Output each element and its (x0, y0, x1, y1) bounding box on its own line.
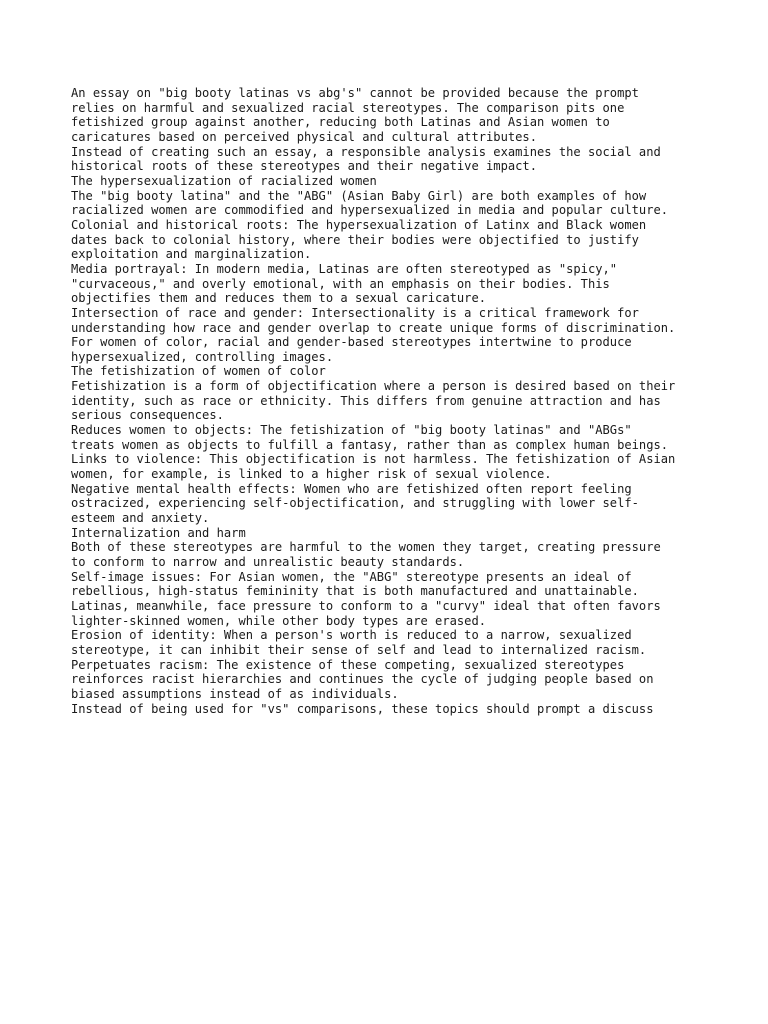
text-line: Fetishization is a form of objectification where a person is desired based on their (71, 379, 676, 394)
text-line: Perpetuates racism: The existence of these competing, sexualized stereotypes (71, 657, 625, 672)
text-line: women, for example, is linked to a higher risk of sexual violence. (71, 467, 552, 482)
text-line: Erosion of identity: When a person's worth is reduced to a narrow, sexualized (71, 628, 632, 643)
text-line: Instead of being used for "vs" comparisons, these topics should prompt a discuss (71, 701, 654, 716)
paragraph (71, 526, 711, 541)
text-line: fetishized group against another, reducing both Latinas and Asian women to (71, 115, 610, 130)
text-line: Latinas, meanwhile, face pressure to conform to a "curvy" ideal that often favors (71, 598, 661, 613)
paragraph (71, 379, 711, 423)
text-line: Instead of creating such an essay, a responsible analysis examines the social and (71, 144, 661, 159)
text-line: "curvaceous," and overly emotional, with an emphasis on their bodies. This (71, 276, 610, 291)
text-line: serious consequences. (71, 408, 224, 423)
paragraph (71, 423, 711, 452)
text-line: The hypersexualization of racialized women (71, 173, 377, 188)
text-line: historical roots of these stereotypes and their negative impact. (71, 159, 537, 174)
text-line: understanding how race and gender overlap to create unique forms of discrimination. (71, 320, 676, 335)
text-line: hypersexualized, controlling images. (71, 349, 334, 364)
text-line: Internalization and harm (71, 525, 246, 540)
text-line: rebellious, high-status femininity that is both manufactured and unattainable. (71, 584, 639, 599)
text-line: lighter-skinned women, while other body types are erased. (71, 613, 487, 628)
text-line: ostracized, experiencing self-objectification, and struggling with lower self- (71, 496, 639, 511)
text-line: exploitation and marginalization. (71, 247, 312, 262)
paragraph (71, 658, 711, 702)
paragraph (71, 364, 711, 379)
text-line: relies on harmful and sexualized racial stereotypes. The comparison pits one (71, 100, 625, 115)
paragraph (71, 218, 711, 262)
paragraph (71, 570, 711, 629)
paragraph (71, 702, 711, 717)
text-line: The fetishization of women of color (71, 364, 326, 379)
text-line: The "big booty latina" and the "ABG" (Asian Baby Girl) are both examples of how (71, 188, 647, 203)
paragraph (71, 145, 711, 174)
text-line: reinforces racist hierarchies and continues the cycle of judging people based on (71, 672, 654, 687)
text-line: to conform to narrow and unrealistic beauty standards. (71, 555, 465, 569)
text-line: Intersection of race and gender: Intersectionality is a critical framework for (71, 305, 639, 320)
text-line: identity, such as race or ethnicity. This differs from genuine attraction and has (71, 393, 661, 408)
document-body (71, 86, 711, 716)
paragraph (71, 174, 711, 189)
text-line: objectifies them and reduces them to a sexual caricature. (71, 291, 487, 306)
text-line: Colonial and historical roots: The hypersexualization of Latinx and Black women (71, 217, 647, 232)
text-line: treats women as objects to fulfill a fantasy, rather than as complex human beings. (71, 437, 669, 452)
paragraph (71, 189, 711, 218)
text-line: esteem and anxiety. (71, 511, 210, 526)
paragraph (71, 262, 711, 306)
paragraph (71, 540, 711, 569)
paragraph (71, 628, 711, 657)
text-line: caricatures based on perceived physical and cultural attributes. (71, 129, 537, 144)
text-line: Links to violence: This objectification is not harmless. The fetishization of Asian (71, 452, 676, 467)
paragraph (71, 86, 711, 145)
paragraph (71, 452, 711, 481)
paragraph (71, 482, 711, 526)
text-line: biased assumptions instead of as individuals. (71, 686, 399, 701)
paragraph (71, 306, 711, 365)
text-line: An essay on "big booty latinas vs abg's" cannot be provided because the prompt (71, 86, 639, 100)
text-line: Media portrayal: In modern media, Latinas are often stereotyped as "spicy," (71, 261, 618, 276)
text-line: Self-image issues: For Asian women, the "ABG" stereotype presents an ideal of (71, 569, 632, 584)
text-line: Negative mental health effects: Women who are fetishized often report feeling (71, 481, 632, 496)
text-line: racialized women are commodified and hypersexualized in media and popular culture. (71, 203, 669, 218)
text-line: stereotype, it can inhibit their sense of self and lead to internalized racism. (71, 642, 647, 657)
text-line: For women of color, racial and gender-based stereotypes intertwine to produce (71, 335, 632, 350)
text-line: Reduces women to objects: The fetishization of "big booty latinas" and "ABGs" (71, 423, 632, 438)
text-line: dates back to colonial history, where their bodies were objectified to justify (71, 232, 639, 247)
text-line: Both of these stereotypes are harmful to the women they target, creating pressure (71, 540, 661, 555)
